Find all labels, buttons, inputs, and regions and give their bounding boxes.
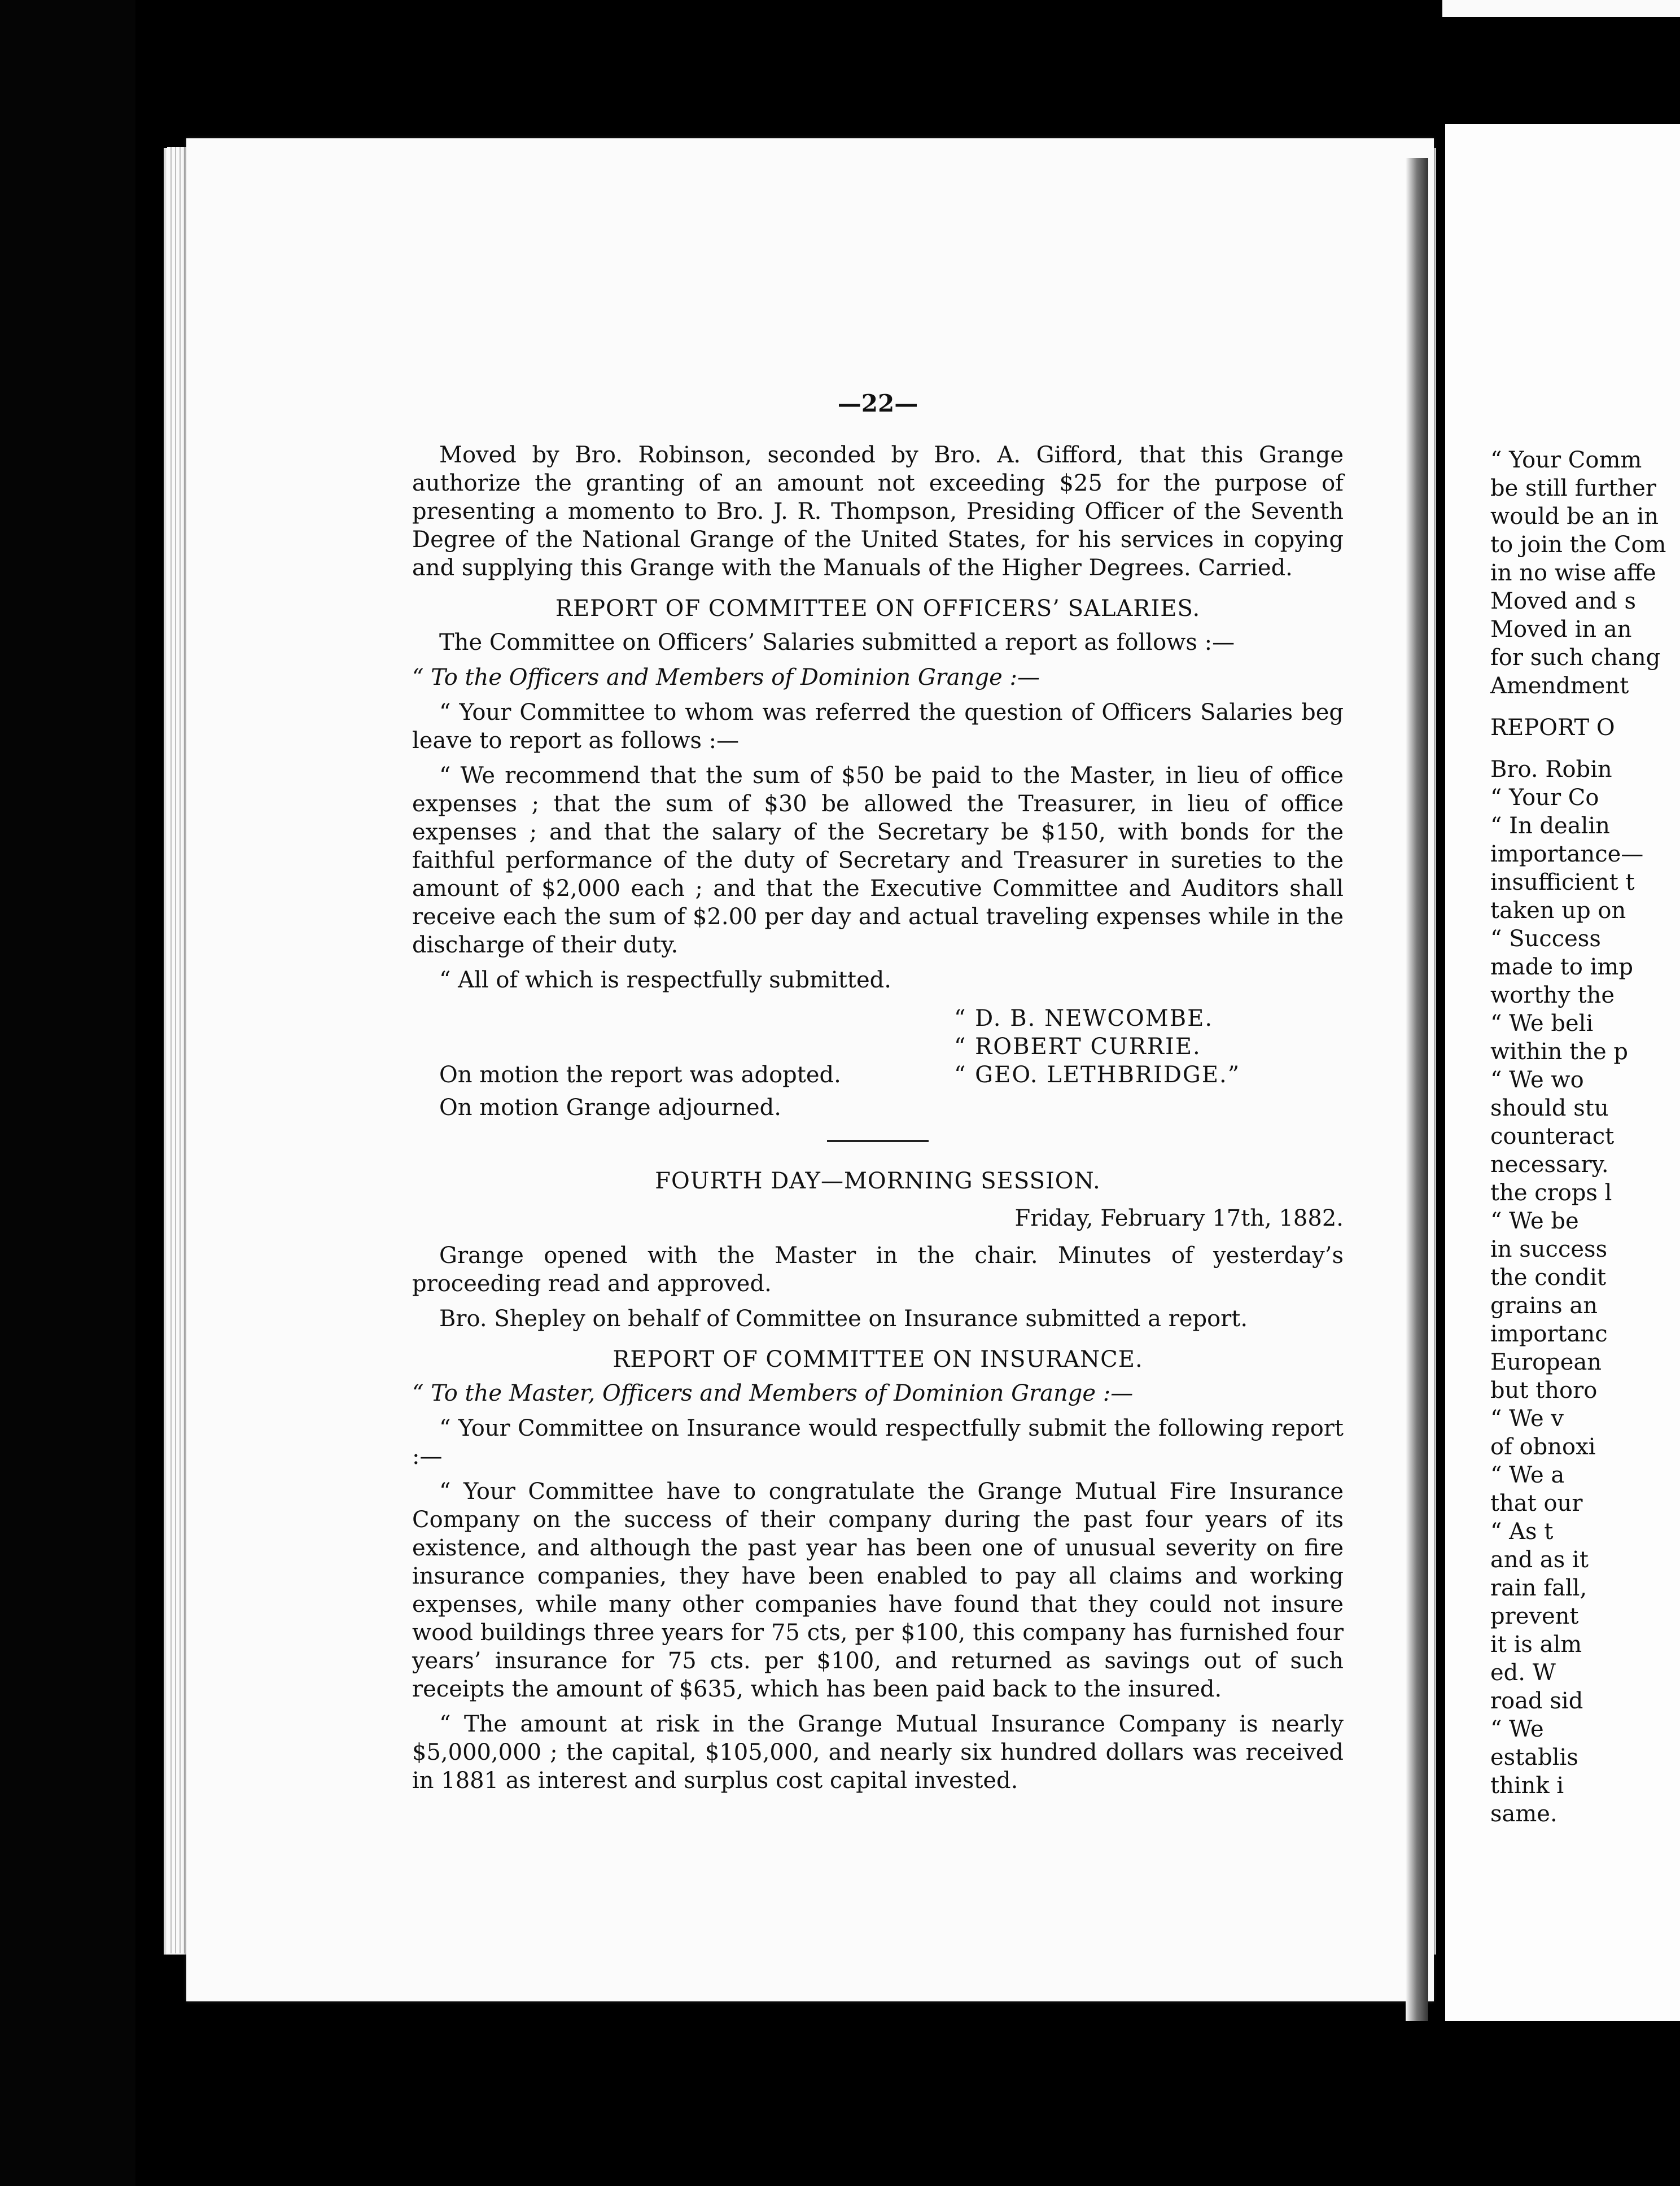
right-page-line: “ Your Co bbox=[1490, 785, 1599, 811]
right-page-line: “ As t bbox=[1490, 1519, 1554, 1545]
section-divider bbox=[827, 1140, 929, 1142]
right-page-line: “ Success bbox=[1490, 926, 1601, 952]
right-page-line: ed. W bbox=[1490, 1660, 1556, 1686]
right-page-line: in no wise affe bbox=[1490, 560, 1656, 586]
salutation-master-officers: “ To the Master, Officers and Members of Dominion Grange :— bbox=[412, 1380, 1134, 1406]
right-page-line: insufficient t bbox=[1490, 869, 1635, 895]
right-page-line: the condit bbox=[1490, 1265, 1606, 1291]
signature-newcombe: “ D. B. NEWCOMBE. bbox=[954, 1005, 1214, 1031]
right-page-line: to join the Com bbox=[1490, 532, 1666, 558]
paragraph-salaries-submitted: The Committee on Officers’ Salaries submitted a report as follows :— bbox=[439, 629, 1235, 655]
left-page-content bbox=[412, 390, 1344, 1802]
salutation-officers-members: “ To the Officers and Members of Dominion Grange :— bbox=[412, 664, 1040, 690]
right-page-line: “ Your Comm bbox=[1490, 447, 1642, 473]
motion-grange-adjourned: On motion Grange adjourned. bbox=[439, 1095, 781, 1121]
right-page-line: Moved and s bbox=[1490, 588, 1637, 614]
signature-currie: “ ROBERT CURRIE. bbox=[954, 1034, 1201, 1060]
right-page-line: and as it bbox=[1490, 1547, 1589, 1573]
paragraph-respectfully-submitted: “ All of which is respectfully submitted. bbox=[439, 967, 891, 993]
right-page-line: Moved in an bbox=[1490, 617, 1632, 642]
right-page-line: grains an bbox=[1490, 1293, 1598, 1319]
session-date: Friday, February 17th, 1882. bbox=[1014, 1205, 1344, 1231]
paragraph-committee-referred: “ Your Committee to whom was referred the question of Officers Salaries beg leave to report as follows :— bbox=[412, 699, 1344, 754]
right-page-line: “ In dealin bbox=[1490, 813, 1610, 839]
right-page-line: same. bbox=[1490, 1801, 1558, 1827]
right-page-line: prevent bbox=[1490, 1603, 1579, 1629]
right-page-line: counteract bbox=[1490, 1123, 1615, 1149]
right-page-line: should stu bbox=[1490, 1095, 1609, 1121]
paragraph-insurance-risk: “ The amount at risk in the Grange Mutual Insurance Company is nearly $5,000,000 ; the capital, $105,000, and nearly six hundred dollars was received in 1881 as interest and surplus cost capital invested. bbox=[412, 1711, 1344, 1794]
right-page-line: the crops l bbox=[1490, 1180, 1612, 1206]
right-page-line: it is alm bbox=[1490, 1632, 1582, 1658]
right-page-line: be still further bbox=[1490, 475, 1657, 501]
right-page-line: that our bbox=[1490, 1490, 1583, 1516]
heading-insurance: REPORT OF COMMITTEE ON INSURANCE. bbox=[613, 1346, 1143, 1372]
right-page-line: of obnoxi bbox=[1490, 1434, 1596, 1460]
right-page-line: “ We beli bbox=[1490, 1011, 1594, 1037]
paragraph-insurance-congratulate: “ Your Committee have to congratulate the Grange Mutual Fire Insurance Company on the success of their company during the past four years of its existence, and although the past year has been one of unusual severity on fire insurance companies, they have been enabled to pay all claims and working expenses, while many other companies have found that they could not insure wood buildings three years for 75 cts, per $100, this company has furnished four years’ insurance for 75 cts. per $100, and returned as savings out of such receipts the amount of $635, which has been paid back to the insured. bbox=[412, 1479, 1344, 1702]
right-page-line: road sid bbox=[1490, 1688, 1583, 1714]
right-page-line bbox=[1490, 700, 1680, 714]
right-page-line: necessary. bbox=[1490, 1152, 1609, 1178]
right-page-line: within the p bbox=[1490, 1039, 1628, 1065]
right-page-line: would be an in bbox=[1490, 504, 1659, 530]
right-page-line: importanc bbox=[1490, 1321, 1608, 1347]
right-page-line: Bro. Robin bbox=[1490, 757, 1612, 782]
paragraph-grange-opened: Grange opened with the Master in the chair. Minutes of yesterday’s proceeding read and approved. bbox=[412, 1243, 1344, 1297]
heading-officers-salaries: REPORT OF COMMITTEE ON OFFICERS’ SALARIES. bbox=[555, 596, 1201, 622]
paragraph-recommendation: “ We recommend that the sum of $50 be paid to the Master, in lieu of office expenses ; that the sum of $30 be allowed the Treasurer, in lieu of office expenses ; and that the salary of the Secretary be $150, with bonds for the faithful performance of the duty of Secretary and Treasurer in sureties to the amount of $2,000 each ; and that the Executive Committee and Auditors shall receive each the sum of $2.00 per day and actual traveling expenses while in the discharge of their duty. bbox=[412, 763, 1344, 958]
right-page-line: “ We bbox=[1490, 1716, 1544, 1742]
right-page-line: rain fall, bbox=[1490, 1575, 1587, 1601]
right-page-line: made to imp bbox=[1490, 954, 1633, 980]
right-page-line: for such chang bbox=[1490, 645, 1661, 671]
paragraph-shepley-report: Bro. Shepley on behalf of Committee on Insurance submitted a report. bbox=[439, 1306, 1248, 1332]
right-page-line: taken up on bbox=[1490, 898, 1626, 924]
right-page-line: “ We wo bbox=[1490, 1067, 1584, 1093]
right-page-line: REPORT O bbox=[1490, 715, 1615, 741]
book-gutter bbox=[1406, 158, 1428, 2021]
heading-fourth-day: FOURTH DAY—MORNING SESSION. bbox=[655, 1168, 1101, 1194]
right-page-line: think i bbox=[1490, 1773, 1564, 1799]
motion-report-adopted: On motion the report was adopted. bbox=[439, 1062, 841, 1088]
paragraph-insurance-intro: “ Your Committee on Insurance would respectfully submit the following report :— bbox=[412, 1415, 1344, 1470]
right-page-text-fragments bbox=[1490, 446, 1680, 1828]
right-page-line: establis bbox=[1490, 1745, 1578, 1770]
right-page-line: European bbox=[1490, 1349, 1602, 1375]
paragraph-motion-gifford: Moved by Bro. Robinson, seconded by Bro. A. Gifford, that this Grange authorize the granting of an amount not exceeding $25 for the purpose of presenting a momento to Bro. J. R. Thompson, Presiding Officer of the Seventh Degree of the National Grange of the United States, for his services in copying and supplying this Grange with the Manuals of the Higher Degrees. Carried. bbox=[412, 442, 1344, 581]
right-page-line: importance— bbox=[1490, 841, 1644, 867]
scan-edge-top bbox=[1442, 0, 1680, 17]
right-page-line: “ We a bbox=[1490, 1462, 1565, 1488]
signature-lethbridge: “ GEO. LETHBRIDGE.” bbox=[954, 1062, 1241, 1088]
right-page-line: worthy the bbox=[1490, 982, 1615, 1008]
right-page-line: “ We v bbox=[1490, 1406, 1564, 1432]
page-number: —22— bbox=[837, 390, 918, 417]
right-page-line: Amendment bbox=[1490, 673, 1629, 699]
right-page-line bbox=[1490, 742, 1680, 755]
right-page-line: “ We be bbox=[1490, 1208, 1579, 1234]
right-page-line: but thoro bbox=[1490, 1378, 1598, 1404]
right-page-line: in success bbox=[1490, 1236, 1608, 1262]
scan-background-left bbox=[0, 0, 135, 2186]
